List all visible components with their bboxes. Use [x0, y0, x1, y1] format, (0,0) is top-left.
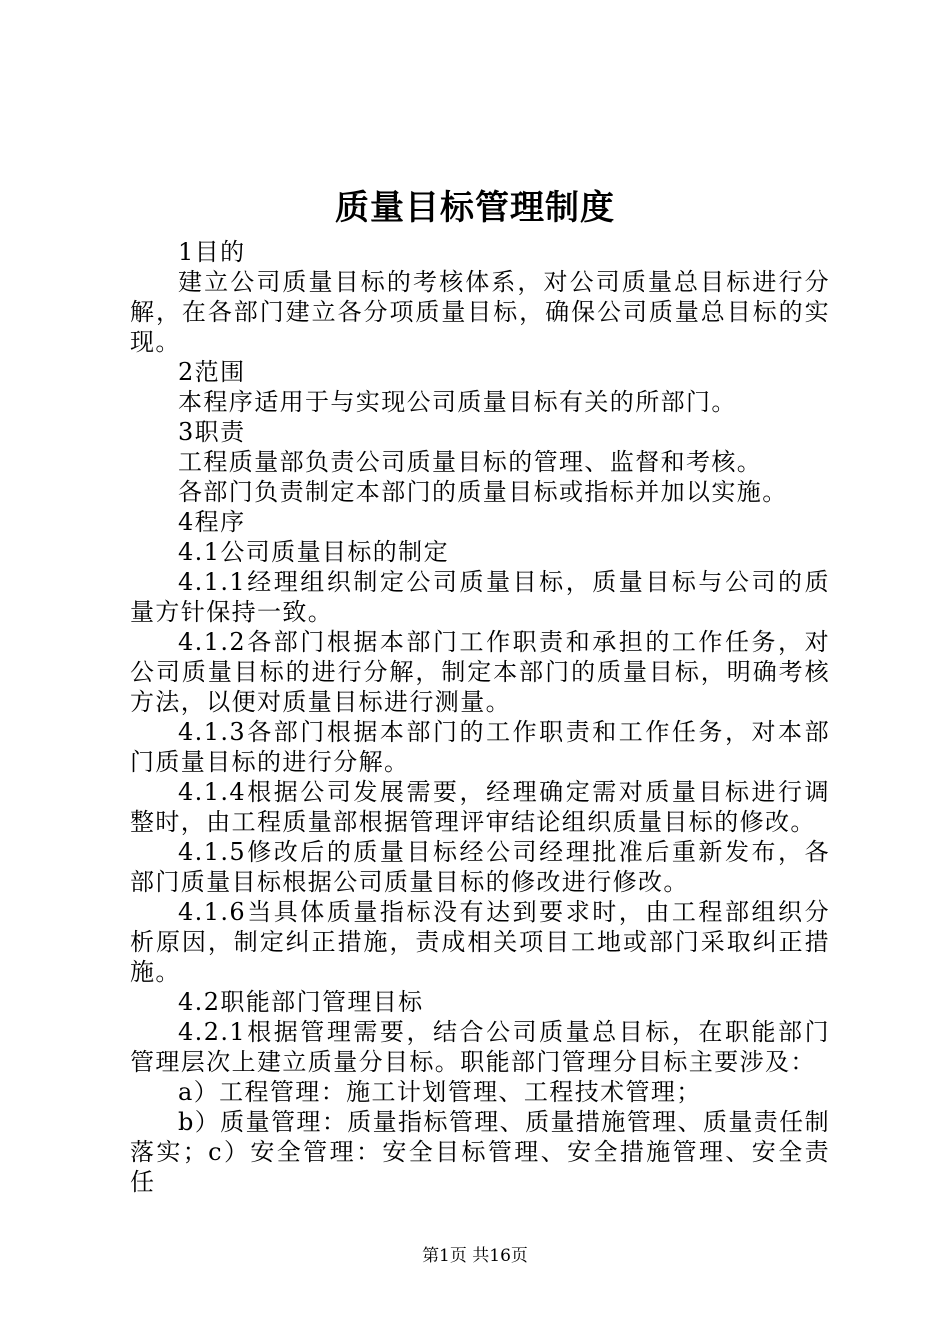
document-title: 质量目标管理制度 — [335, 188, 615, 228]
section-heading: 1目的 — [178, 238, 246, 266]
paragraph: 4.1.1经理组织制定公司质量目标，质量目标与公司的质量方针保持一致。 — [130, 568, 830, 626]
paragraph: 4.1.4根据公司发展需要，经理确定需对质量目标进行调整时，由工程质量部根据管理评审结论组织质量目标的修改。 — [130, 778, 830, 836]
paragraph: 建立公司质量目标的考核体系，对公司质量总目标进行分解，在各部门建立各分项质量目标，确保公司质量总目标的实现。 — [130, 268, 830, 356]
section-heading: 3职责 — [178, 418, 246, 446]
paragraph: 4.1.5修改后的质量目标经公司经理批准后重新发布，各部门质量目标根据公司质量目标的修改进行修改。 — [130, 838, 830, 896]
page-number: 第1页 共16页 — [422, 1246, 528, 1266]
subsection-heading: 4.1公司质量目标的制定 — [178, 538, 449, 566]
paragraph: 各部门负责制定本部门的质量目标或指标并加以实施。 — [178, 478, 788, 506]
paragraph: 本程序适用于与实现公司质量目标有关的所部门。 — [178, 388, 737, 416]
list-item: b）质量管理：质量指标管理、质量措施管理、质量责任制落实；c）安全管理：安全目标管理、安全措施管理、安全责任 — [130, 1108, 830, 1196]
section-heading: 4程序 — [178, 508, 246, 536]
paragraph: 4.1.6当具体质量指标没有达到要求时，由工程部组织分析原因，制定纠正措施，责成相关项目工地或部门采取纠正措施。 — [130, 898, 830, 986]
subsection-heading: 4.2职能部门管理目标 — [178, 988, 424, 1016]
paragraph: 4.1.3各部门根据本部门的工作职责和工作任务，对本部门质量目标的进行分解。 — [130, 718, 830, 776]
paragraph: 4.2.1根据管理需要，结合公司质量总目标，在职能部门管理层次上建立质量分目标。职能部门管理分目标主要涉及： — [130, 1018, 830, 1076]
document-body — [130, 237, 830, 1197]
paragraph: 4.1.2各部门根据本部门工作职责和承担的工作任务，对公司质量目标的进行分解，制定本部门的质量目标，明确考核方法，以便对质量目标进行测量。 — [130, 628, 830, 716]
paragraph: 工程质量部负责公司质量目标的管理、监督和考核。 — [178, 448, 763, 476]
list-item: a）工程管理：施工计划管理、工程技术管理； — [178, 1078, 702, 1106]
section-heading: 2范围 — [178, 358, 246, 386]
